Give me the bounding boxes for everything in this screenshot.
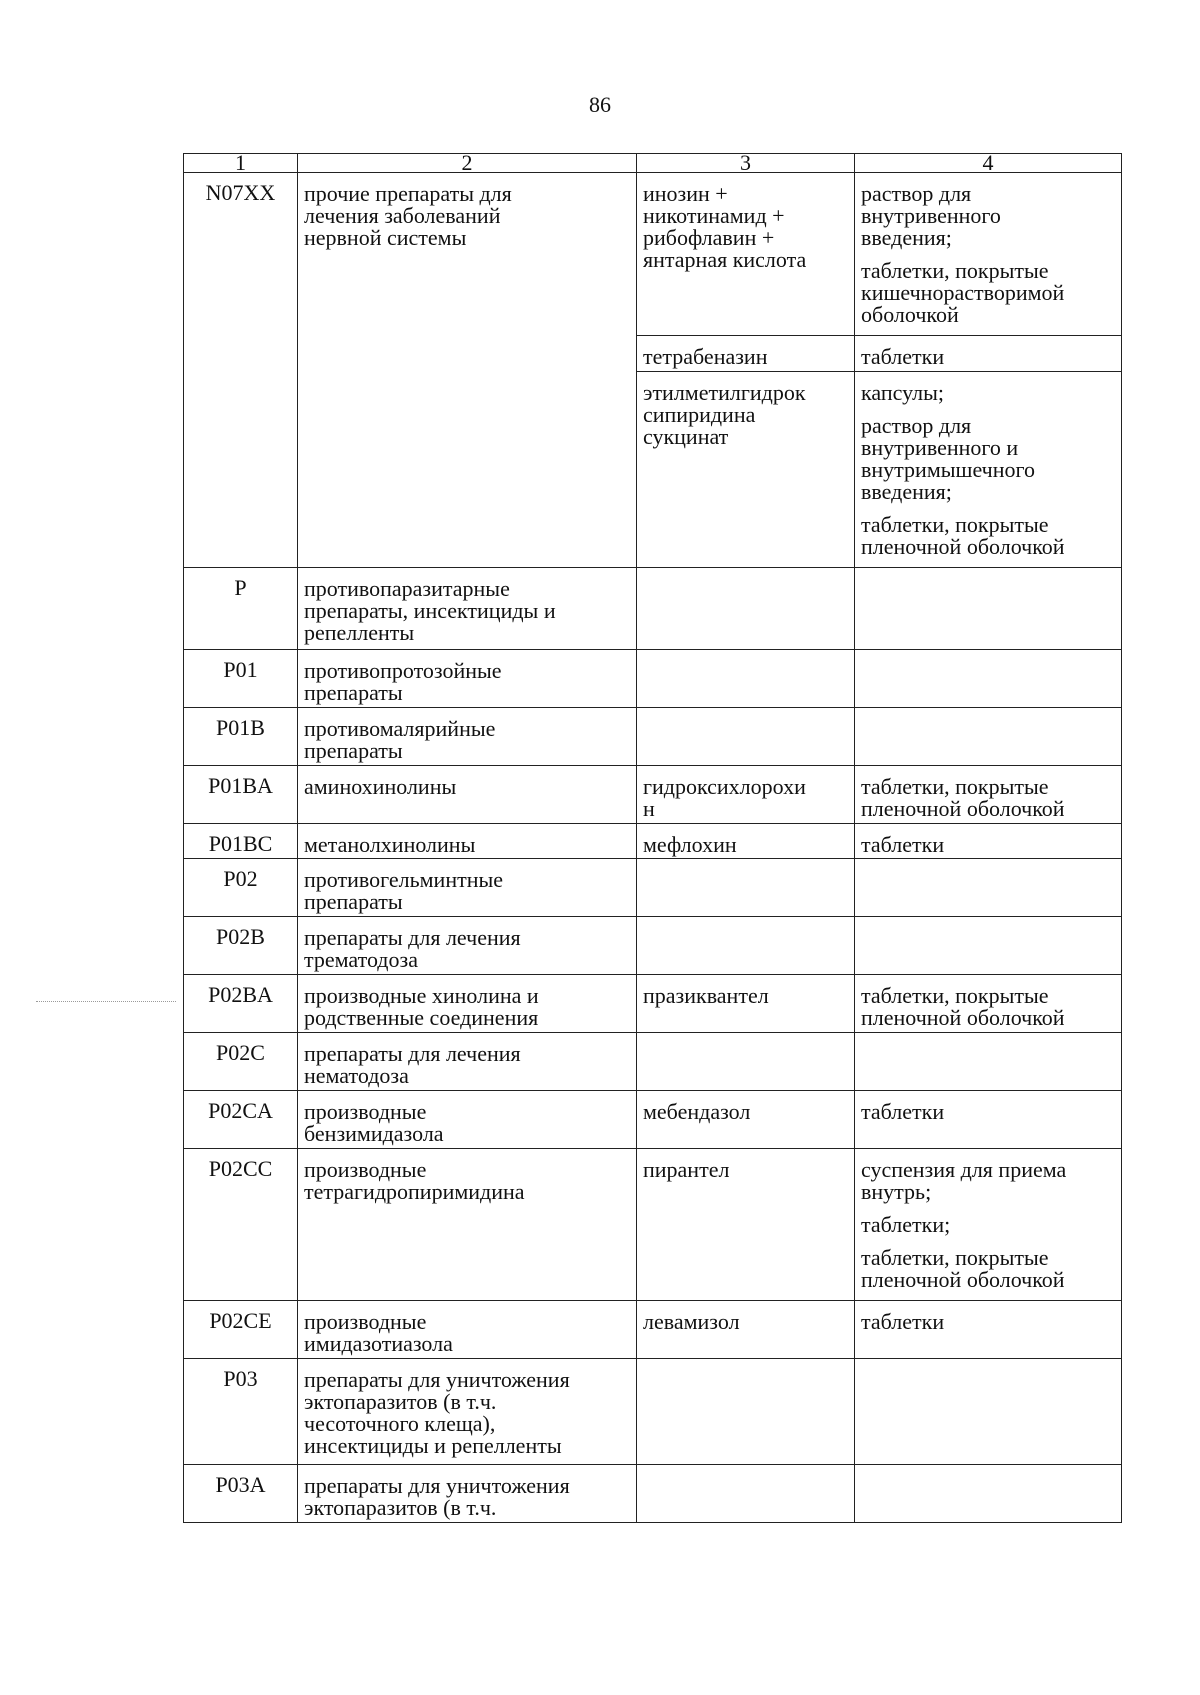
atc-code: P01BC — [184, 824, 298, 859]
table-row — [184, 859, 1122, 917]
atc-code: P01BA — [184, 766, 298, 824]
drug-name: пирантел — [637, 1149, 855, 1301]
atc-code: P02C — [184, 1033, 298, 1091]
dosage-forms: таблетки — [855, 824, 1122, 859]
dosage-forms: таблетки — [855, 336, 1122, 372]
atc-group-name: препараты для уничтожения эктопаразитов (в т.ч. чесоточного клеща), инсектициды и репелленты — [298, 1359, 637, 1465]
dosage-forms: таблетки — [855, 1301, 1122, 1359]
dosage-forms: суспензия для приема внутрь; таблетки; таблетки, покрытые пленочной оболочкой — [855, 1149, 1122, 1301]
atc-group-name: противогельминтные препараты — [298, 859, 637, 917]
atc-group-name: метанолхинолины — [298, 824, 637, 859]
drug-name — [637, 1033, 855, 1091]
dosage-forms — [855, 859, 1122, 917]
atc-group-name: противопаразитарные препараты, инсектициды и репелленты — [298, 568, 637, 650]
dosage-forms: таблетки — [855, 1091, 1122, 1149]
atc-code: P — [184, 568, 298, 650]
atc-code: P01B — [184, 708, 298, 766]
drug-name — [637, 1359, 855, 1465]
atc-group-name: производные имидазотиазола — [298, 1301, 637, 1359]
column-header-3: 3 — [637, 154, 855, 173]
table-row — [184, 1359, 1122, 1465]
dosage-forms — [855, 708, 1122, 766]
drug-name: левамизол — [637, 1301, 855, 1359]
atc-group-name: препараты для лечения трематодоза — [298, 917, 637, 975]
atc-code: P03A — [184, 1465, 298, 1523]
drug-name: этилметилгидрок сипиридина сукцинат — [637, 372, 855, 568]
drug-name — [637, 568, 855, 650]
header-row — [184, 154, 1122, 173]
dosage-forms: капсулы; раствор для внутривенного и внутримышечного введения; таблетки, покрытые пленочной оболочкой — [855, 372, 1122, 568]
atc-code: P02CC — [184, 1149, 298, 1301]
dosage-forms — [855, 568, 1122, 650]
drug-name — [637, 708, 855, 766]
table-row — [184, 708, 1122, 766]
atc-group-name: производные тетрагидропиримидина — [298, 1149, 637, 1301]
drug-name: празиквантел — [637, 975, 855, 1033]
dosage-forms — [855, 1465, 1122, 1523]
table-row — [184, 975, 1122, 1033]
drug-name: тетрабеназин — [637, 336, 855, 372]
table-row — [184, 1465, 1122, 1523]
table-row — [184, 650, 1122, 708]
atc-group-name: противомалярийные препараты — [298, 708, 637, 766]
atc-code: P02BA — [184, 975, 298, 1033]
table-row — [184, 766, 1122, 824]
dosage-forms — [855, 1033, 1122, 1091]
atc-code: P02B — [184, 917, 298, 975]
drug-name: мефлохин — [637, 824, 855, 859]
atc-group-name: противопротозойные препараты — [298, 650, 637, 708]
table-row — [184, 917, 1122, 975]
drug-classification-table — [183, 150, 1122, 1523]
table-row — [184, 173, 1122, 336]
atc-group-name: препараты для лечения нематодоза — [298, 1033, 637, 1091]
table-row — [184, 1091, 1122, 1149]
drug-name: гидроксихлорохи н — [637, 766, 855, 824]
drug-name — [637, 650, 855, 708]
atc-code: P02CE — [184, 1301, 298, 1359]
dosage-forms: таблетки, покрытые пленочной оболочкой — [855, 975, 1122, 1033]
table-row — [184, 568, 1122, 650]
dosage-forms: раствор для внутривенного введения; таблетки, покрытые кишечнорастворимой оболочкой — [855, 173, 1122, 336]
table-row — [184, 1033, 1122, 1091]
drug-name: инозин + никотинамид + рибофлавин + янтарная кислота — [637, 173, 855, 336]
atc-group-name: производные бензимидазола — [298, 1091, 637, 1149]
column-header-1: 1 — [184, 154, 298, 173]
dosage-forms — [855, 1359, 1122, 1465]
atc-code: P01 — [184, 650, 298, 708]
atc-group-name: препараты для уничтожения эктопаразитов (в т.ч. — [298, 1465, 637, 1523]
table-row — [184, 1149, 1122, 1301]
atc-code: P02 — [184, 859, 298, 917]
table-row — [184, 1301, 1122, 1359]
atc-code: P03 — [184, 1359, 298, 1465]
dosage-forms — [855, 650, 1122, 708]
drug-name — [637, 917, 855, 975]
atc-code: N07XX — [184, 173, 298, 568]
table-row — [184, 824, 1122, 859]
column-header-2: 2 — [298, 154, 637, 173]
page-number: 86 — [589, 92, 611, 117]
scan-artifact — [36, 1001, 176, 1002]
atc-group-name: аминохинолины — [298, 766, 637, 824]
dosage-forms: таблетки, покрытые пленочной оболочкой — [855, 766, 1122, 824]
drug-name: мебендазол — [637, 1091, 855, 1149]
atc-group-name: прочие препараты для лечения заболеваний нервной системы — [298, 173, 637, 568]
column-header-4: 4 — [855, 154, 1122, 173]
drug-name — [637, 1465, 855, 1523]
dosage-forms — [855, 917, 1122, 975]
drug-name — [637, 859, 855, 917]
atc-code: P02CA — [184, 1091, 298, 1149]
atc-group-name: производные хинолина и родственные соединения — [298, 975, 637, 1033]
